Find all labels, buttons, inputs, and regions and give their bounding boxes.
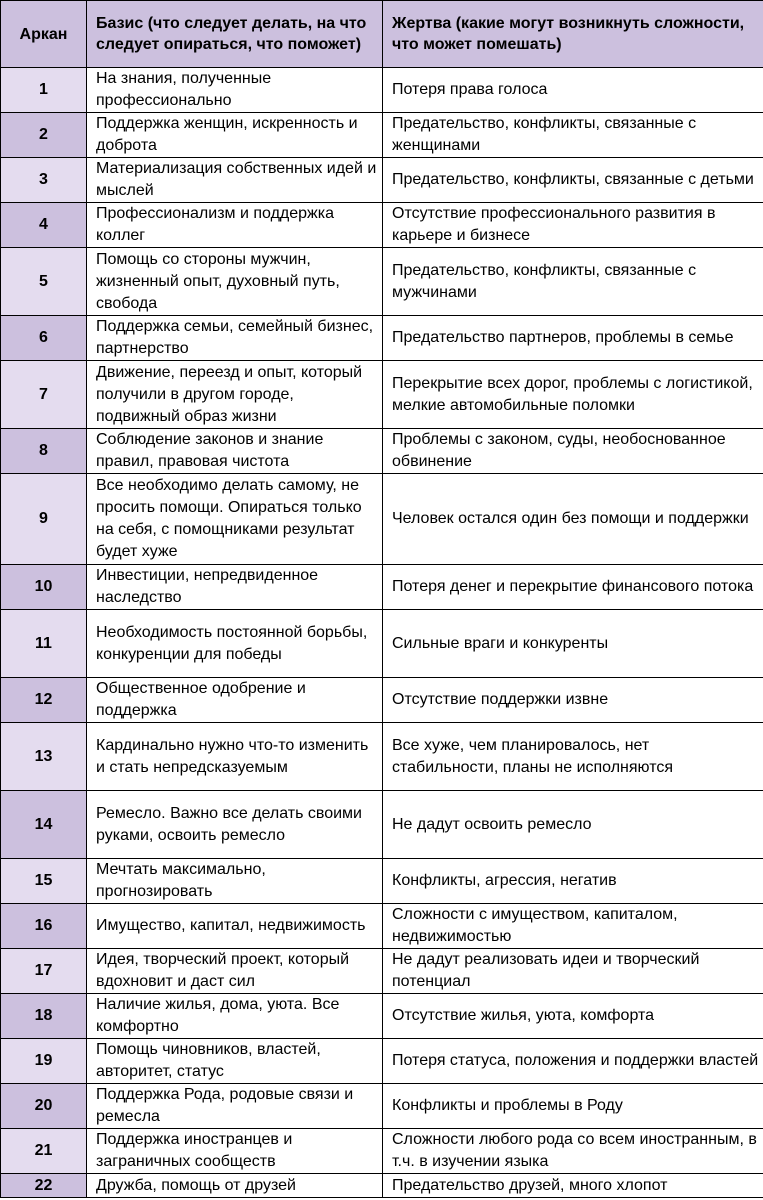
basis-cell: Имущество, капитал, недвижимость xyxy=(87,904,383,949)
table-row xyxy=(1,316,763,361)
sacrifice-cell: Отсутствие профессионального развития в карьере и бизнесе xyxy=(383,203,763,248)
sacrifice-cell: Конфликты, агрессия, негатив xyxy=(383,859,763,904)
basis-cell: Мечтать максимально, прогнозировать xyxy=(87,859,383,904)
basis-cell: Идея, творческий проект, который вдохновит и даст сил xyxy=(87,949,383,994)
table-row xyxy=(1,1084,763,1129)
arcana-number: 4 xyxy=(1,203,87,248)
sacrifice-cell: Отсутствие жилья, уюта, комфорта xyxy=(383,994,763,1039)
sacrifice-cell: Сложности любого рода со всем иностранным, в т.ч. в изучении языка xyxy=(383,1129,763,1174)
arcana-number: 6 xyxy=(1,316,87,361)
arcana-number: 11 xyxy=(1,610,87,678)
header-basis: Базис (что следует делать, на что следует опираться, что поможет) xyxy=(87,1,383,68)
sacrifice-cell: Отсутствие поддержки извне xyxy=(383,678,763,723)
table-row xyxy=(1,949,763,994)
arcana-number: 12 xyxy=(1,678,87,723)
basis-cell: Дружба, помощь от друзей xyxy=(87,1174,383,1198)
arcana-number: 7 xyxy=(1,361,87,429)
table-row xyxy=(1,113,763,158)
sacrifice-cell: Не дадут реализовать идеи и творческий потенциал xyxy=(383,949,763,994)
table-row xyxy=(1,994,763,1039)
basis-cell: Инвестиции, непредвиденное наследство xyxy=(87,565,383,610)
arcana-number: 10 xyxy=(1,565,87,610)
sacrifice-cell: Предательство друзей, много хлопот xyxy=(383,1174,763,1198)
basis-cell: Помощь чиновников, властей, авторитет, статус xyxy=(87,1039,383,1084)
sacrifice-cell: Не дадут освоить ремесло xyxy=(383,791,763,859)
basis-cell: Поддержка семьи, семейный бизнес, партнерство xyxy=(87,316,383,361)
basis-cell: Общественное одобрение и поддержка xyxy=(87,678,383,723)
table-row xyxy=(1,1129,763,1174)
sacrifice-cell: Перекрытие всех дорог, проблемы с логистикой, мелкие автомобильные поломки xyxy=(383,361,763,429)
basis-cell: На знания, полученные профессионально xyxy=(87,68,383,113)
basis-cell: Ремесло. Важно все делать своими руками, освоить ремесло xyxy=(87,791,383,859)
table-row xyxy=(1,1039,763,1084)
arcana-number: 16 xyxy=(1,904,87,949)
sacrifice-cell: Проблемы с законом, суды, необоснованное обвинение xyxy=(383,429,763,474)
basis-cell: Наличие жилья, дома, уюта. Все комфортно xyxy=(87,994,383,1039)
table-row xyxy=(1,610,763,678)
header-sacrifice: Жертва (какие могут возникнуть сложности, что может помешать) xyxy=(383,1,763,68)
arcana-number: 3 xyxy=(1,158,87,203)
basis-cell: Материализация собственных идей и мыслей xyxy=(87,158,383,203)
table-row xyxy=(1,678,763,723)
sacrifice-cell: Сильные враги и конкуренты xyxy=(383,610,763,678)
basis-cell: Кардинально нужно что-то изменить и стать непредсказуемым xyxy=(87,723,383,791)
table-row xyxy=(1,248,763,316)
arcana-number: 2 xyxy=(1,113,87,158)
sacrifice-cell: Предательство партнеров, проблемы в семье xyxy=(383,316,763,361)
arcana-number: 19 xyxy=(1,1039,87,1084)
table-row xyxy=(1,158,763,203)
basis-cell: Поддержка Рода, родовые связи и ремесла xyxy=(87,1084,383,1129)
basis-cell: Все необходимо делать самому, не просить помощи. Опираться только на себя, с помощниками результат будет хуже xyxy=(87,474,383,565)
header-arcana: Аркан xyxy=(1,1,87,68)
arcana-number: 13 xyxy=(1,723,87,791)
table-row xyxy=(1,203,763,248)
basis-cell: Помощь со стороны мужчин, жизненный опыт, духовный путь, свобода xyxy=(87,248,383,316)
arcana-number: 1 xyxy=(1,68,87,113)
sacrifice-cell: Предательство, конфликты, связанные с детьми xyxy=(383,158,763,203)
table-row xyxy=(1,904,763,949)
sacrifice-cell: Потеря статуса, положения и поддержки властей xyxy=(383,1039,763,1084)
sacrifice-cell: Все хуже, чем планировалось, нет стабильности, планы не исполняются xyxy=(383,723,763,791)
arcana-number: 20 xyxy=(1,1084,87,1129)
table-row xyxy=(1,429,763,474)
arcana-number: 22 xyxy=(1,1174,87,1198)
sacrifice-cell: Предательство, конфликты, связанные с мужчинами xyxy=(383,248,763,316)
header-row xyxy=(1,1,763,68)
basis-cell: Поддержка иностранцев и заграничных сообществ xyxy=(87,1129,383,1174)
table-row xyxy=(1,723,763,791)
table-row xyxy=(1,361,763,429)
table-row xyxy=(1,791,763,859)
arcana-number: 8 xyxy=(1,429,87,474)
arcana-number: 15 xyxy=(1,859,87,904)
basis-cell: Движение, переезд и опыт, который получили в другом городе, подвижный образ жизни xyxy=(87,361,383,429)
sacrifice-cell: Сложности с имуществом, капиталом, недвижимостью xyxy=(383,904,763,949)
arcana-number: 17 xyxy=(1,949,87,994)
basis-cell: Соблюдение законов и знание правил, правовая чистота xyxy=(87,429,383,474)
sacrifice-cell: Конфликты и проблемы в Роду xyxy=(383,1084,763,1129)
table-row xyxy=(1,68,763,113)
arcana-number: 9 xyxy=(1,474,87,565)
arcana-number: 21 xyxy=(1,1129,87,1174)
basis-cell: Необходимость постоянной борьбы, конкуренции для победы xyxy=(87,610,383,678)
arcana-number: 18 xyxy=(1,994,87,1039)
arcana-number: 14 xyxy=(1,791,87,859)
sacrifice-cell: Человек остался один без помощи и поддержки xyxy=(383,474,763,565)
basis-cell: Поддержка женщин, искренность и доброта xyxy=(87,113,383,158)
sacrifice-cell: Предательство, конфликты, связанные с женщинами xyxy=(383,113,763,158)
table-row xyxy=(1,859,763,904)
basis-cell: Профессионализм и поддержка коллег xyxy=(87,203,383,248)
table-row xyxy=(1,474,763,565)
table-row xyxy=(1,565,763,610)
sacrifice-cell: Потеря денег и перекрытие финансового потока xyxy=(383,565,763,610)
sacrifice-cell: Потеря права голоса xyxy=(383,68,763,113)
table-row xyxy=(1,1174,763,1198)
arcana-number: 5 xyxy=(1,248,87,316)
